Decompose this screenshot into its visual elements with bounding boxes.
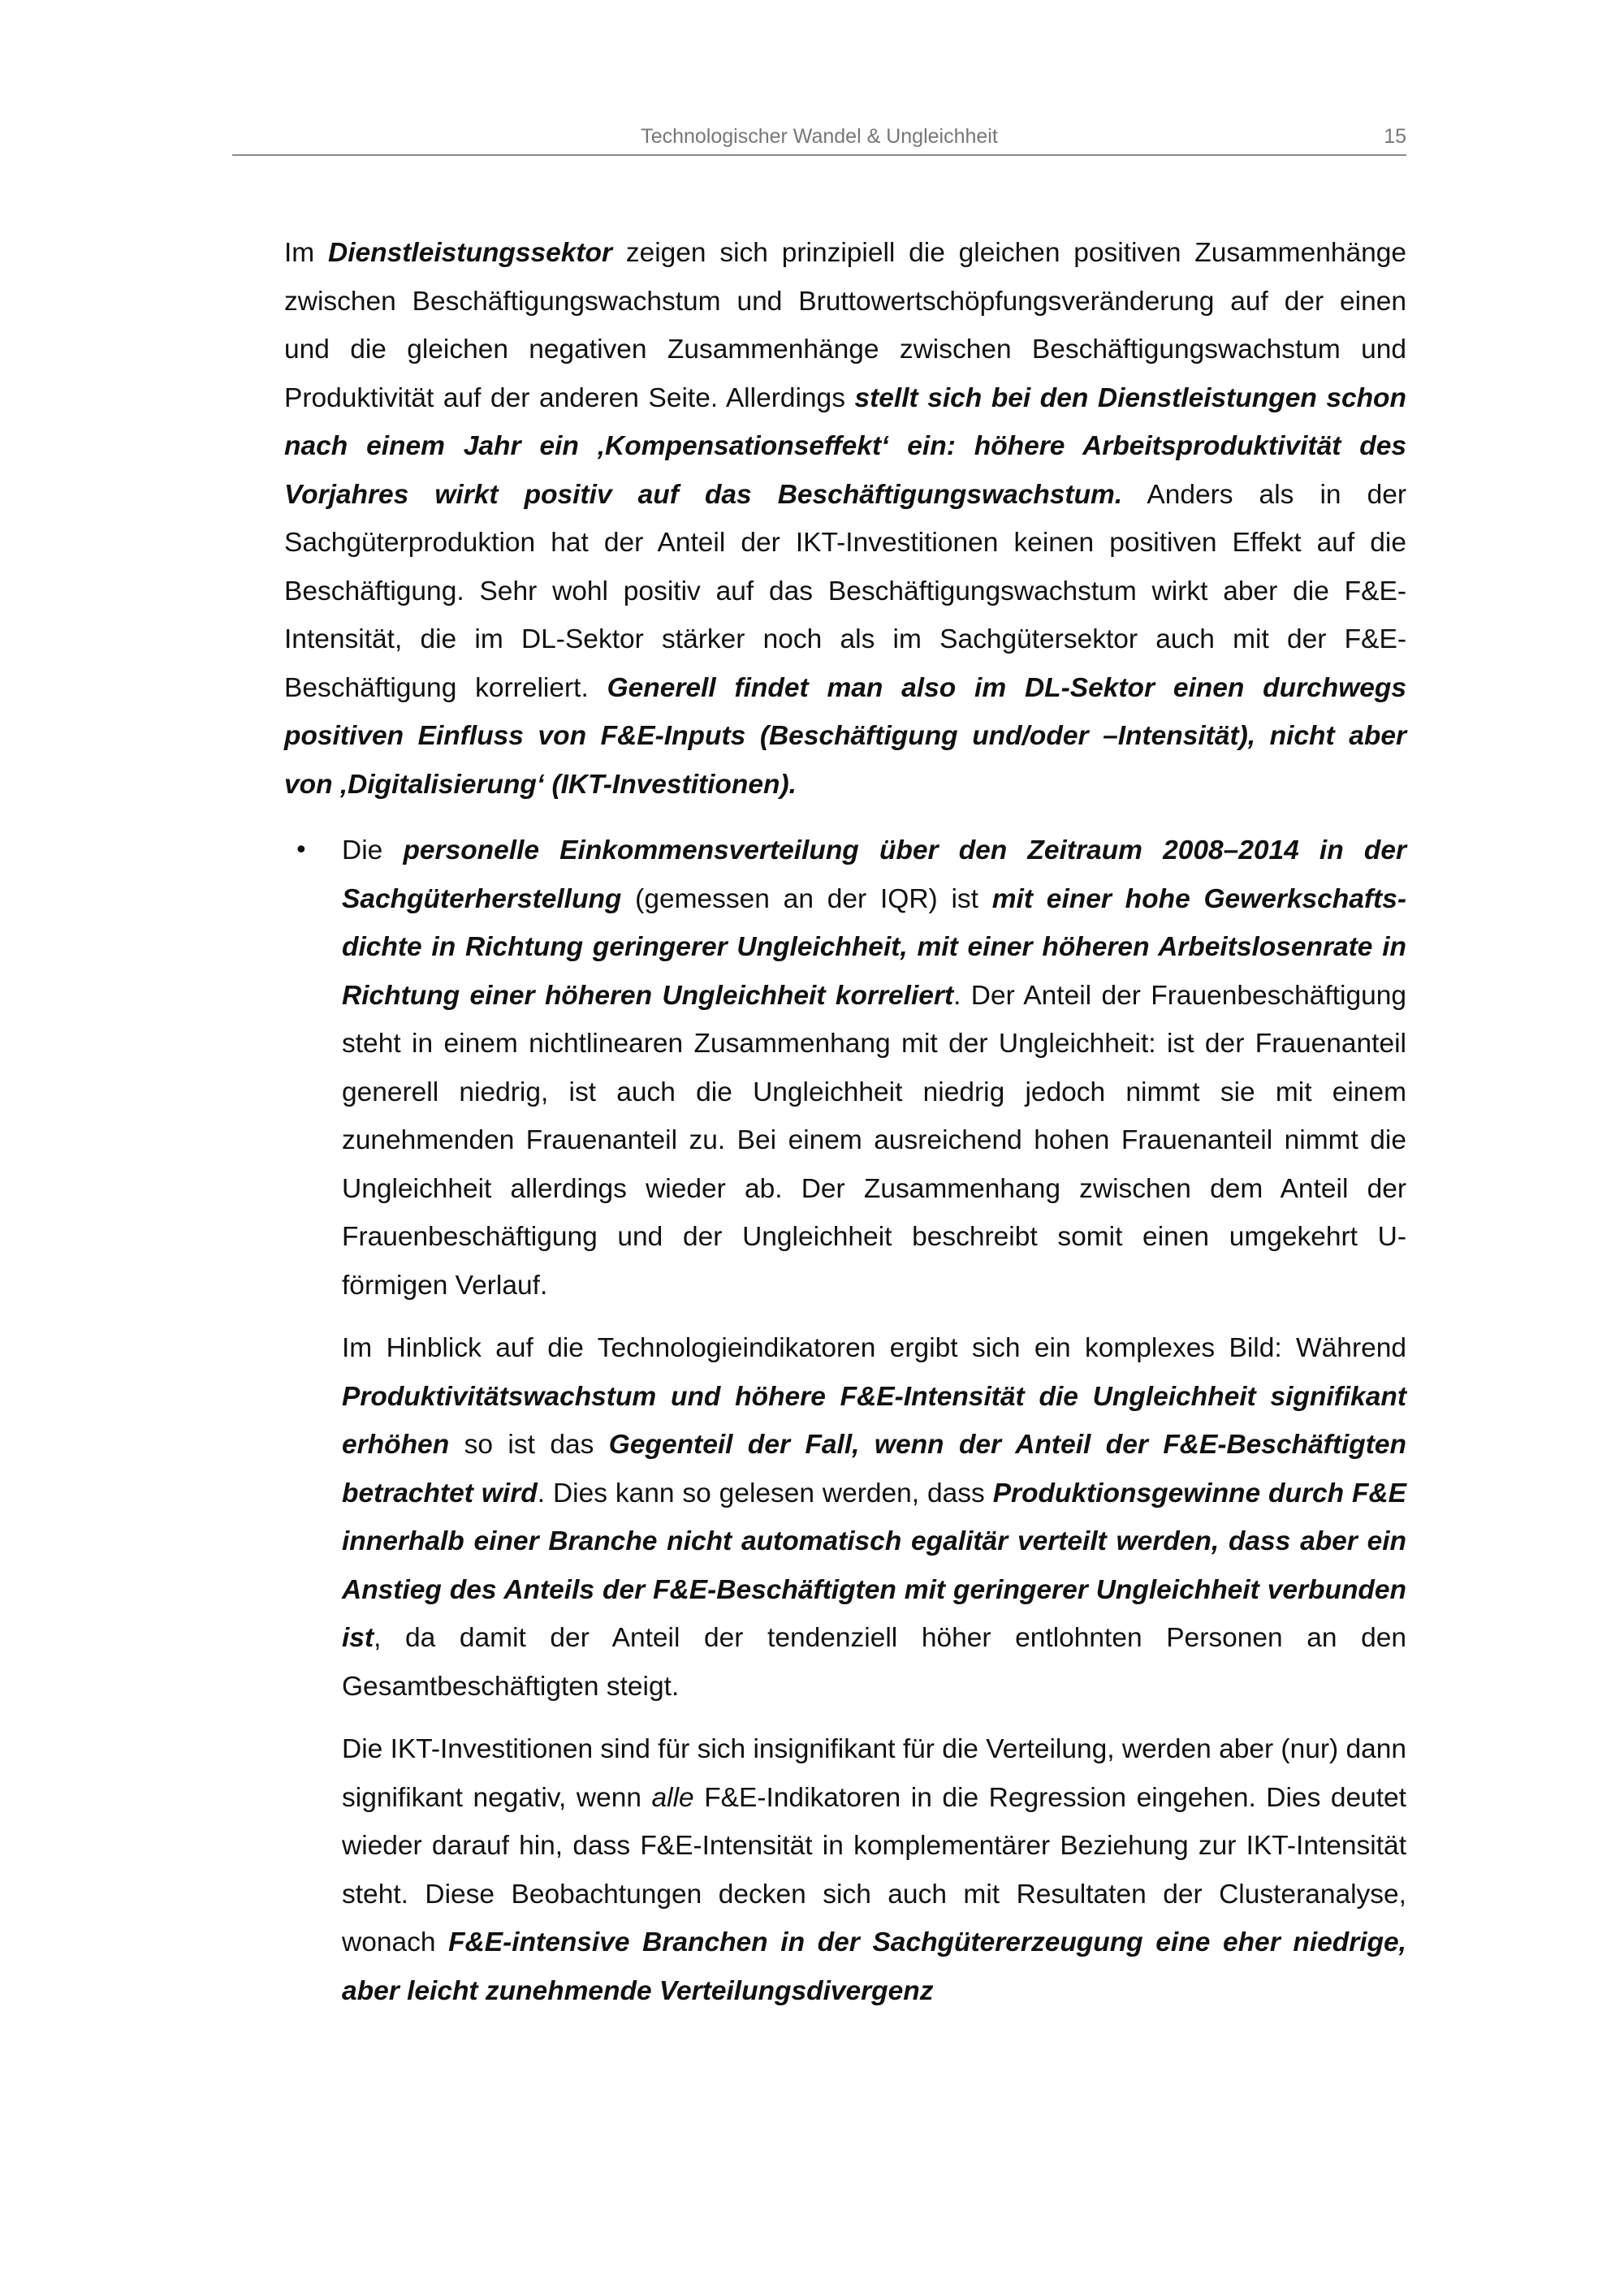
- text-run-emphasis: Produktivitätswachstum und höhere F&E-Intensität die Ungleichheit signifikant erhöhen: [342, 1381, 1406, 1460]
- text-run: F&E-Indikatoren in die Regression eingehen. Dies deutet wieder darauf hin, dass F&E-Intensität in komplementärer Beziehung zur IKT-Intensität steht. Diese Beobachtungen decken sich auch mit Resultaten der Clusteranalyse, wonach: [342, 1782, 1406, 1957]
- text-run: . Dies kann so gelesen werden, dass: [537, 1478, 993, 1508]
- text-run: Im Hinblick auf die Technologieindikatoren ergibt sich ein komplexes Bild: Während: [342, 1333, 1406, 1363]
- bullet-list-item: [284, 826, 1406, 2015]
- text-run-emphasis: F&E-intensive Branchen in der Sachgütererzeugung eine eher niedrige, aber leicht zunehmende Verteilungsdivergenz: [342, 1927, 1406, 2006]
- text-run-emphasis: Dienstleistungssektor: [328, 238, 613, 268]
- text-run-emphasis: stellt sich bei den Dienstleistungen schon nach einem Jahr ein ‚Kompensationseffekt‘ ein: höhere Arbeitsproduktivität des Vorjahres wirkt positiv auf das Beschäftigungswachstum.: [284, 382, 1406, 510]
- paragraph-technology-indicators: [342, 1324, 1406, 1711]
- text-run: , da damit der Anteil der tendenziell höher entlohnten Personen an den Gesamtbeschäftigten steigt.: [342, 1623, 1406, 1702]
- paragraph-income-distribution: [342, 826, 1406, 1310]
- text-run: . Der Anteil der Frauenbeschäftigung steht in einem nichtlinearen Zusammenhang mit der Ungleichheit: ist der Frauenanteil generell niedrig, ist auch die Ungleichheit niedrig jedoch nimmt sie mit einem zunehmenden Frauenanteil zu. Bei einem ausreichend hohen Frauenanteil nimmt die Ungleichheit allerdings wieder ab. Der Zusammenhang zwischen dem Anteil der Frauenbeschäftigung und der Ungleichheit beschreibt somit einen umgekehrt U-förmigen Verlauf.: [342, 980, 1406, 1301]
- text-run-italic: alle: [651, 1782, 694, 1813]
- running-header: [232, 122, 1406, 156]
- text-run-emphasis: Generell findet man also im DL-Sektor einen durchwegs positiven Einfluss von F&E-Inputs (Beschäftigung und/oder –Intensität), nicht aber von ‚Digitalisierung‘ (IKT-Investitionen).: [284, 672, 1406, 800]
- text-run: Die IKT-Investitionen sind für sich insignifikant für die Verteilung, werden aber (nur) dann signifikant negativ, wenn: [342, 1734, 1406, 1813]
- text-run: Anders als in der Sachgüterproduktion hat der Anteil der IKT-Investitionen keinen positiven Effekt auf die Beschäftigung. Sehr wohl positiv auf das Beschäftigungswachstum wirkt aber die F&E-Intensität, die im DL-Sektor stärker noch als im Sachgütersektor auch mit der F&E-Beschäftigung korreliert.: [284, 479, 1406, 703]
- text-run-emphasis: Gegenteil der Fall, wenn der Anteil der F&E-Beschäftigten betrachtet wird: [342, 1430, 1406, 1508]
- text-run: zeigen sich prinzipiell die gleichen positiven Zusammenhänge zwischen Beschäftigungswachstum und Bruttowertschöpfungsveränderung auf der einen und die gleichen negativen Zusammenhänge zwischen Beschäftigungswachstum und Produktivität auf der anderen Seite. Allerdings: [284, 238, 1406, 413]
- text-run: so ist das: [449, 1430, 609, 1460]
- paragraph-ict-investments: [342, 1725, 1406, 2015]
- page-number: 15: [1384, 125, 1406, 148]
- text-run-emphasis: mit einer hohe Gewerkschaftsdichte in Richtung geringerer Ungleichheit, mit einer höheren Arbeitslosenrate in Richtung einer höheren Ungleichheit korreliert: [342, 883, 1406, 1011]
- text-run: Im: [284, 238, 329, 268]
- text-run: Die: [342, 835, 404, 865]
- text-run-emphasis: personelle Einkommensverteilung über den Zeitraum 2008–2014 in der Sachgüterherstellung: [342, 835, 1406, 914]
- text-run: (gemessen an der IQR) ist: [621, 883, 992, 914]
- paragraph-services-sector: [284, 229, 1406, 809]
- text-run-emphasis: Produktionsgewinne durch F&E innerhalb einer Branche nicht automatisch egalitär verteilt werden, dass aber ein Anstieg des Anteils der F&E-Beschäftigten mit geringerer Ungleichheit verbunden ist: [342, 1478, 1406, 1653]
- bullet-marker: •: [294, 836, 309, 865]
- running-title: Technologischer Wandel & Ungleichheit: [641, 125, 998, 148]
